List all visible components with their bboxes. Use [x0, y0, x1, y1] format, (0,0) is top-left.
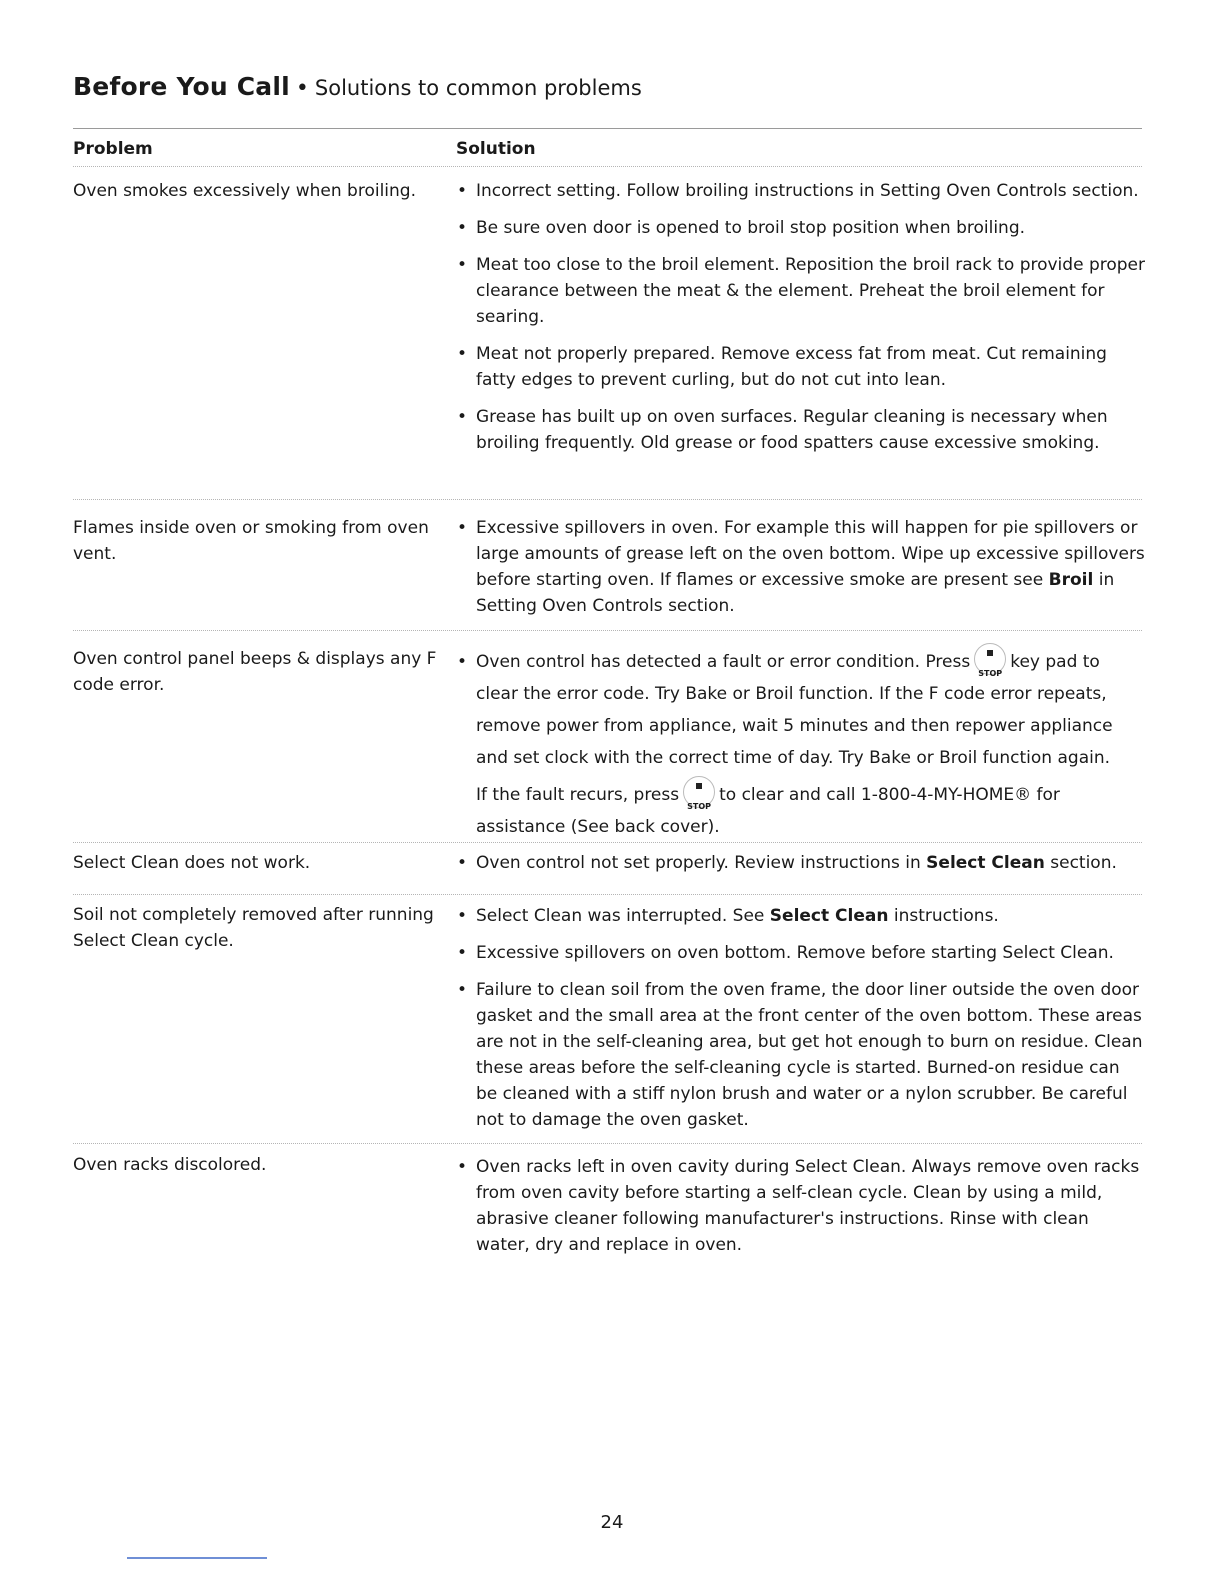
page-number: 24	[600, 1512, 624, 1533]
row-divider	[73, 894, 1142, 895]
problem-text: Flames inside oven or smoking from oven vent.	[73, 518, 429, 564]
header-divider	[73, 166, 1142, 167]
solution-item: • Excessive spillovers in oven. For example this will happen for pie spillovers or large amounts of grease left on the oven bottom. Wipe up excessive spillovers before starting oven. If flames or excessive smoke are present see Broil in Setting Oven Controls section.	[456, 518, 1145, 616]
problem-text: Oven control panel beeps & displays any F code error.	[73, 649, 437, 695]
page-subtitle: Solutions to common problems	[314, 76, 642, 100]
problem-text: Oven smokes excessively when broiling.	[73, 181, 416, 201]
problem-column-header: Problem	[73, 139, 153, 159]
solution-item: • Grease has built up on oven surfaces. Regular cleaning is necessary when broiling frequently. Old grease or food spatters cause excessive smoking.	[456, 407, 1108, 453]
stop-key-icon: STOP	[683, 776, 715, 808]
solution-list	[456, 515, 1146, 630]
problem-text: Select Clean does not work.	[73, 853, 311, 873]
solution-item: • Oven control not set properly. Review instructions in Select Clean section.	[456, 853, 1117, 873]
page-title: Before You Call	[73, 72, 290, 101]
solution-item: • Oven racks left in oven cavity during Select Clean. Always remove oven racks from oven cavity before starting a self-clean cycle. Clean by using a mild, abrasive cleaner following manufacturer's instructions. Rinse with clean water, dry and replace in oven.	[456, 1157, 1140, 1255]
row-divider	[73, 630, 1142, 631]
solution-item: • Be sure oven door is opened to broil stop position when broiling.	[456, 218, 1026, 238]
solution-list	[456, 178, 1146, 467]
solution-list	[456, 903, 1146, 1144]
solution-list	[456, 850, 1146, 887]
solution-item: • Incorrect setting. Follow broiling instructions in Setting Oven Controls section.	[456, 181, 1139, 201]
solution-list	[456, 646, 1146, 854]
solution-item: • Failure to clean soil from the oven frame, the door liner outside the oven door gasket and the small area at the front center of the oven bottom. These areas are not in the self-cleaning area, but get hot enough to burn on residue. Clean these areas before the self-cleaning cycle is started. Burned-on residue can be cleaned with a stiff nylon brush and water or a nylon scrubber. Be careful not to damage the oven gasket.	[456, 980, 1143, 1130]
footer-underline	[127, 1557, 267, 1559]
row-divider	[73, 499, 1142, 500]
solution-item: If the fault recurs, press STOP to clear and call 1-800-4-MY-HOME® for assistance (See back cover).	[456, 779, 1146, 843]
solution-column-header: Solution	[456, 139, 536, 159]
title-separator: •	[295, 76, 309, 101]
stop-key-icon: STOP	[974, 643, 1006, 675]
solution-item: • Excessive spillovers on oven bottom. Remove before starting Select Clean.	[456, 943, 1114, 963]
solution-item: • Oven control has detected a fault or error condition. Press STOP key pad to clear the error code. Try Bake or Broil function. If the F code error repeats, remove power from appliance, wait 5 minutes and then repower appliance and set clock with the correct time of day. Try Bake or Broil function again.	[456, 646, 1146, 774]
solution-item: • Select Clean was interrupted. See Select Clean instructions.	[456, 906, 999, 926]
row-divider	[73, 842, 1142, 843]
solution-item: • Meat not properly prepared. Remove excess fat from meat. Cut remaining fatty edges to prevent curling, but do not cut into lean.	[456, 344, 1107, 390]
problem-text: Soil not completely removed after running Select Clean cycle.	[73, 905, 434, 951]
row-divider	[73, 1143, 1142, 1144]
page-header	[73, 72, 642, 101]
problem-text: Oven racks discolored.	[73, 1155, 267, 1175]
solution-list	[456, 1154, 1146, 1269]
top-divider	[73, 128, 1142, 129]
solution-item: • Meat too close to the broil element. Reposition the broil rack to provide proper clearance between the meat & the element. Preheat the broil element for searing.	[456, 255, 1145, 327]
